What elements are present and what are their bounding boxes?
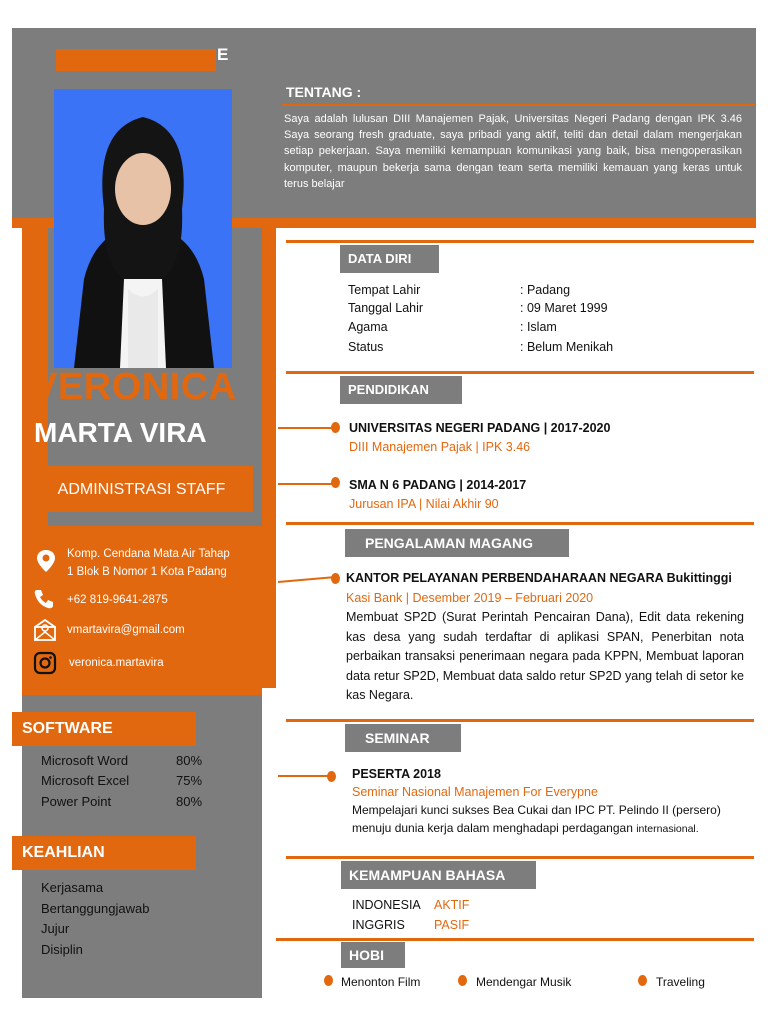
- profile-photo: [54, 89, 232, 368]
- data-diri-label: Tempat Lahir: [348, 283, 421, 297]
- section-divider: [286, 522, 754, 525]
- magang-heading: PENGALAMAN MAGANG: [345, 529, 569, 557]
- software-name-excel: Microsoft Excel: [41, 773, 130, 788]
- seminar-description: [352, 801, 747, 838]
- instagram-handle: veronica.martavira: [69, 657, 164, 669]
- data-diri-label: Tanggal Lahir: [348, 301, 424, 315]
- education-school: SMA N 6 PADANG | 2014-2017: [349, 478, 527, 492]
- hobby-item: Traveling: [656, 975, 705, 989]
- bahasa-heading: KEMAMPUAN BAHASA: [341, 861, 536, 889]
- internship-org: KANTOR PELAYANAN PERBENDAHARAAN NEGARA Bukittinggi: [346, 571, 732, 585]
- data-diri-value: : 09 Maret 1999: [520, 301, 608, 315]
- email-address: vmartavira@gmail.com: [67, 624, 185, 636]
- skill-item: Jujur: [41, 921, 70, 936]
- hobby-item: Menonton Film: [341, 975, 421, 989]
- last-name: MARTA VIRA: [34, 417, 207, 448]
- section-divider: [276, 938, 754, 941]
- data-diri-value: : Islam: [520, 320, 557, 334]
- language-level: AKTIF: [434, 898, 470, 912]
- skill-item: Bertanggungjawab: [41, 901, 150, 916]
- hobby-bullet: [638, 975, 647, 986]
- timeline-connector: [278, 576, 333, 582]
- data-diri-heading: DATA DIRI: [340, 245, 439, 273]
- title-redaction-bar: [56, 49, 216, 71]
- timeline-dot: [331, 573, 340, 584]
- section-divider: [286, 371, 754, 374]
- timeline-connector: [278, 483, 333, 485]
- section-divider: [286, 719, 754, 722]
- pendidikan-heading: PENDIDIKAN: [340, 376, 462, 404]
- location-pin-icon: [35, 549, 57, 571]
- skill-item: Disiplin: [41, 942, 83, 957]
- hobby-item: Mendengar Musik: [476, 975, 572, 989]
- language-level: PASIF: [434, 918, 470, 932]
- education-school: UNIVERSITAS NEGERI PADANG | 2017-2020: [349, 421, 611, 435]
- software-name-powerpoint: Power Point: [41, 794, 112, 809]
- role-title: ADMINISTRASI STAFF: [57, 481, 226, 498]
- about-heading: TENTANG :: [286, 84, 362, 100]
- data-diri-value: : Belum Menikah: [520, 340, 614, 354]
- education-detail: Jurusan IPA | Nilai Akhir 90: [349, 497, 499, 511]
- address-line-1: Komp. Cendana Mata Air Tahap: [67, 548, 230, 560]
- data-diri-label: Agama: [348, 320, 388, 334]
- about-text: Saya adalah lulusan DIII Manajemen Pajak, Universitas Negeri Padang dengan IPK 3.46 Saya seorang fresh graduate, saya pribadi yang aktif, teliti dan detail dalam mengerjakan setiap pekerjaan. Saya memiliki kemampuan komunikasi yang baik, bisa mengoperasikan komputer, maupun bekerja sama dengan team serta memiliki kemauan yang keras untuk terus belajar: [284, 113, 742, 190]
- phone-icon: [33, 588, 55, 610]
- seminar-heading: SEMINAR: [345, 724, 461, 752]
- software-level-powerpoint: 80%: [176, 794, 203, 809]
- internship-position: Kasi Bank | Desember 2019 – Februari 2020: [346, 591, 594, 605]
- timeline-dot: [331, 422, 340, 433]
- address-line-2: 1 Blok B Nomor 1 Kota Padang: [67, 566, 227, 578]
- email-icon: [33, 618, 55, 640]
- software-heading: SOFTWARE: [12, 712, 196, 746]
- internship-description: Membuat SP2D (Surat Perintah Pencairan Dana), Edit data rekening kas desa yang sudah terdaftar di aplikasi SPAN, Penerbitan nota perbaikan transaksi penerimaan negara pada KPPN, Membuat laporan data retur SP2D, Membuat data saldo retur SP2D yang telah di setor ke kas Negara.: [346, 610, 744, 702]
- software-level-excel: 75%: [176, 773, 203, 788]
- first-name: VERONICA: [32, 366, 237, 408]
- seminar-title: PESERTA 2018: [352, 767, 441, 781]
- section-divider: [286, 856, 754, 859]
- phone-number: +62 819-9641-2875: [67, 594, 168, 606]
- sidebar-edge-bar: [262, 228, 276, 688]
- seminar-description-main: Mempelajari kunci sukses Bea Cukai dan IPC PT. Pelindo II (persero) menuju dunia kerja dalam menghadapi perdagangan: [352, 803, 721, 835]
- timeline-connector: [278, 427, 333, 429]
- timeline-connector: [278, 775, 330, 777]
- software-level-word: 80%: [176, 753, 203, 768]
- language-name: INDONESIA: [352, 898, 421, 912]
- timeline-dot: [327, 771, 336, 782]
- hobi-heading: HOBI: [341, 942, 405, 968]
- hobby-bullet: [458, 975, 467, 986]
- language-name: INGGRIS: [352, 918, 405, 932]
- section-divider: [286, 240, 754, 243]
- seminar-description-tail: internasional.: [636, 823, 699, 835]
- education-detail: DIII Manajemen Pajak | IPK 3.46: [349, 440, 531, 454]
- skills-heading: KEAHLIAN: [12, 836, 196, 870]
- software-name-word: Microsoft Word: [41, 753, 129, 768]
- about-divider: [282, 104, 756, 106]
- skill-item: Kerjasama: [41, 880, 104, 895]
- seminar-event: Seminar Nasional Manajemen For Everypne: [352, 785, 598, 799]
- title-text-fragment: E: [217, 45, 229, 64]
- timeline-dot: [331, 477, 340, 488]
- instagram-icon: [33, 651, 55, 673]
- data-diri-value: : Padang: [520, 283, 571, 297]
- data-diri-label: Status: [348, 340, 384, 354]
- hobby-bullet: [324, 975, 333, 986]
